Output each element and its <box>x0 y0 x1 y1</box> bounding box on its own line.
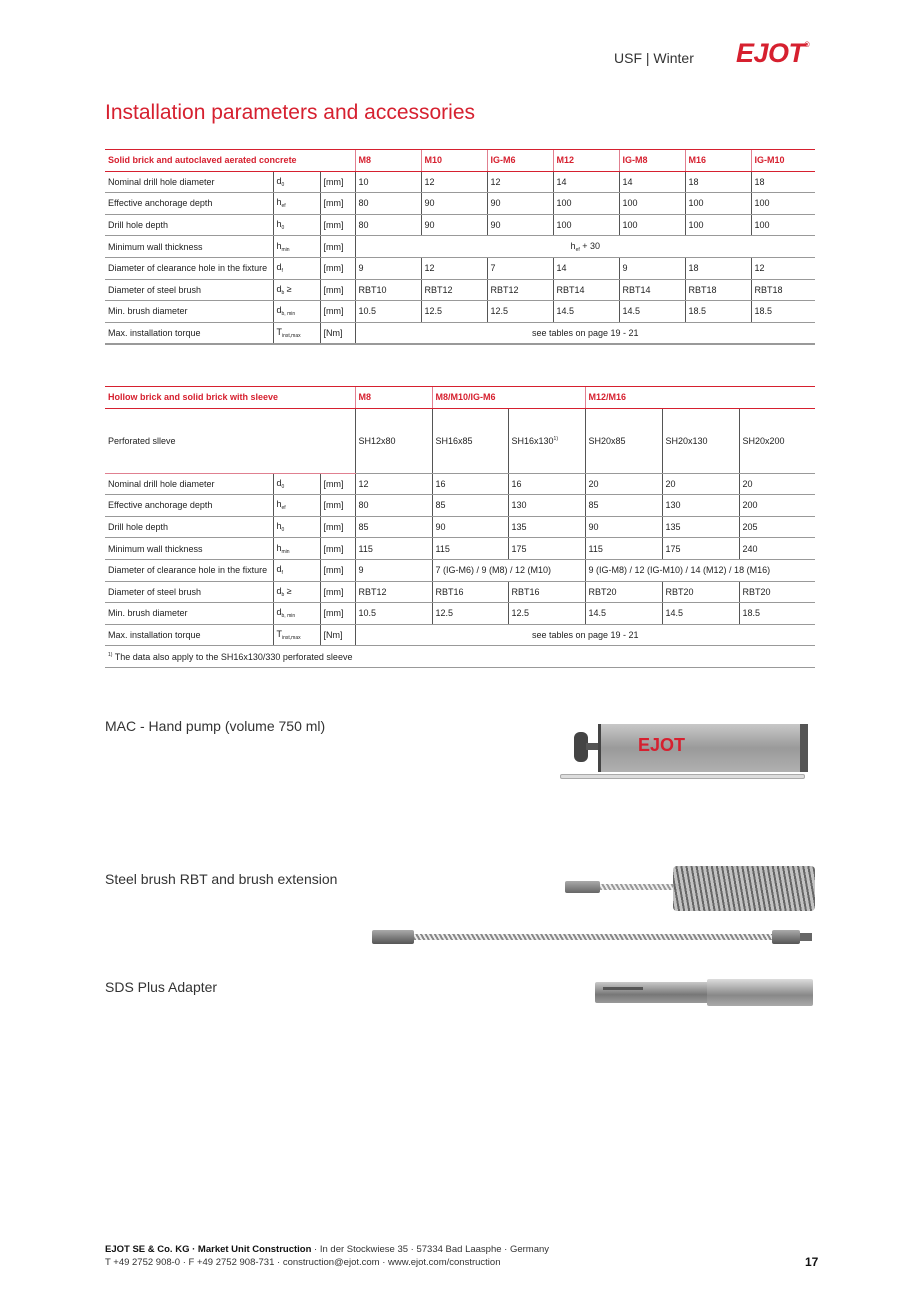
value-cell: RBT12 <box>487 279 553 301</box>
value-cell: 100 <box>553 214 619 236</box>
symbol-cell <box>273 236 320 258</box>
merged-value-cell: see tables on page 19 - 21 <box>355 624 815 646</box>
table-row <box>105 236 815 258</box>
row-label: Effective anchorage depth <box>105 495 273 517</box>
symbol-subscript: ef <box>281 203 286 210</box>
row-label: Max. installation torque <box>105 322 273 344</box>
value-cell: 12.5 <box>432 603 508 625</box>
value-cell: 20 <box>739 473 815 495</box>
symbol-subscript: 0 <box>281 527 285 534</box>
accessory-label-hand-pump: MAC - Hand pump (volume 750 ml) <box>105 718 326 734</box>
value-cell: 20 <box>662 473 739 495</box>
value-cell: 80 <box>355 495 432 517</box>
extension-tip <box>800 933 812 941</box>
unit-cell: [Nm] <box>320 322 355 344</box>
symbol-cell <box>273 193 320 215</box>
sds-slot <box>603 987 643 990</box>
value-cell: 100 <box>685 193 751 215</box>
symbol: h <box>276 240 282 251</box>
unit-cell: [mm] <box>320 603 355 625</box>
value-cell: 9 <box>619 257 685 279</box>
unit-cell: [mm] <box>320 214 355 236</box>
value-cell: 80 <box>355 193 421 215</box>
merged-rest: + 30 <box>579 240 601 251</box>
table-row <box>105 171 815 193</box>
unit-cell: [mm] <box>320 171 355 193</box>
page-number: 17 <box>805 1255 819 1269</box>
brush-end <box>565 881 600 893</box>
value-cell: 18.5 <box>751 301 815 323</box>
value-cell: 14.5 <box>553 301 619 323</box>
symbol-cell <box>273 279 320 301</box>
row-label: Min. brush diameter <box>105 603 273 625</box>
sleeve-name: SH20x130 <box>665 435 708 446</box>
row-label: Drill hole depth <box>105 214 273 236</box>
symbol-subscript: 0 <box>281 225 285 232</box>
symbol: d <box>276 175 282 186</box>
symbol-subscript: f <box>281 570 283 577</box>
value-cell: 7 (IG-M6) / 9 (M8) / 12 (M10) <box>432 559 585 581</box>
value-cell: 80 <box>355 214 421 236</box>
value-cell: 14.5 <box>662 603 739 625</box>
value-cell: 90 <box>432 516 508 538</box>
symbol: d <box>276 607 282 618</box>
unit-cell: [mm] <box>320 516 355 538</box>
symbol: d <box>276 305 282 316</box>
value-cell: 100 <box>619 214 685 236</box>
value-cell: 14 <box>553 257 619 279</box>
symbol-subscript: b, min <box>281 311 296 318</box>
value-cell: 100 <box>619 193 685 215</box>
unit-cell: [mm] <box>320 538 355 560</box>
column-header: IG-M8 <box>619 150 685 172</box>
value-cell: 14.5 <box>619 301 685 323</box>
solid-brick-table <box>105 149 815 345</box>
symbol-cell <box>273 516 320 538</box>
row-label: Max. installation torque <box>105 624 273 646</box>
symbol-cell <box>273 538 320 560</box>
symbol-subscript: ef <box>281 505 286 512</box>
footnote-row <box>105 646 815 668</box>
value-cell: 20 <box>585 473 662 495</box>
value-cell: RBT16 <box>508 581 585 603</box>
extension-end-left <box>372 930 414 944</box>
registered-mark: ® <box>804 42 810 49</box>
unit-cell: [mm] <box>320 236 355 258</box>
value-cell: 9 (IG-M8) / 12 (IG-M10) / 14 (M12) / 18 (M16) <box>585 559 815 581</box>
value-cell: RBT12 <box>355 581 432 603</box>
row-label: Diameter of clearance hole in the fixture <box>105 559 273 581</box>
pump-tube <box>560 774 805 779</box>
sds-body <box>707 979 813 1006</box>
symbol-cell <box>273 559 320 581</box>
symbol-cell <box>273 171 320 193</box>
table-row <box>105 538 815 560</box>
merged-value-cell <box>355 236 815 258</box>
value-cell: 14 <box>619 171 685 193</box>
row-label: Diameter of steel brush <box>105 279 273 301</box>
symbol: d <box>276 477 282 488</box>
value-cell: 130 <box>662 495 739 517</box>
value-cell: 205 <box>739 516 815 538</box>
symbol: h <box>276 219 282 230</box>
symbol-subscript: 0 <box>281 181 285 188</box>
sleeve-cell <box>739 408 815 473</box>
symbol-subscript: f <box>281 268 283 275</box>
unit-cell: [mm] <box>320 559 355 581</box>
footnote-text: The data also apply to the SH16x130/330 perforated sleeve <box>112 651 353 662</box>
merged-value-cell: see tables on page 19 - 21 <box>355 322 815 344</box>
table-row <box>105 214 815 236</box>
symbol-cell <box>273 301 320 323</box>
steel-brush-image <box>565 866 815 911</box>
symbol: T <box>276 629 282 640</box>
table-row <box>105 473 815 495</box>
sleeve-cell <box>432 408 508 473</box>
value-cell: RBT20 <box>662 581 739 603</box>
value-cell: 18 <box>685 257 751 279</box>
value-cell: 85 <box>355 516 432 538</box>
table-title: Hollow brick and solid brick with sleeve <box>105 387 355 409</box>
footer-company: EJOT SE & Co. KG <box>105 1244 190 1255</box>
value-cell: 90 <box>421 214 487 236</box>
value-cell: 9 <box>355 257 421 279</box>
footnote <box>105 646 815 668</box>
sleeve-name: SH20x85 <box>588 435 626 446</box>
symbol: d <box>276 262 282 273</box>
value-cell: RBT18 <box>751 279 815 301</box>
logo-text: EJOT <box>736 38 805 68</box>
sleeve-name: SH16x130 <box>511 435 554 446</box>
value-cell: 12 <box>421 257 487 279</box>
sleeve-name: SH12x80 <box>358 435 396 446</box>
value-cell: 130 <box>508 495 585 517</box>
symbol-cell <box>273 581 320 603</box>
brush-extension-image <box>372 929 812 945</box>
sds-adapter-image <box>595 979 813 1006</box>
value-cell: 10 <box>355 171 421 193</box>
value-cell: 12 <box>421 171 487 193</box>
value-cell: 90 <box>487 214 553 236</box>
value-cell: 90 <box>487 193 553 215</box>
value-cell: 175 <box>508 538 585 560</box>
table-title: Solid brick and autoclaved aerated concrete <box>105 150 355 172</box>
column-header: M12 <box>553 150 619 172</box>
value-cell: 18.5 <box>739 603 815 625</box>
symbol-cell <box>273 603 320 625</box>
sleeve-cell <box>355 408 432 473</box>
unit-cell: [mm] <box>320 279 355 301</box>
value-cell: 18 <box>751 171 815 193</box>
footnote-marker: 1) <box>108 651 113 658</box>
symbol: h <box>276 521 282 532</box>
table-row <box>105 257 815 279</box>
symbol-cell <box>273 473 320 495</box>
row-label: Perforated slleve <box>105 408 355 473</box>
unit-cell: [mm] <box>320 257 355 279</box>
value-cell: RBT20 <box>739 581 815 603</box>
merged-subscript: ef <box>575 246 580 253</box>
value-cell: 90 <box>585 516 662 538</box>
value-cell: 115 <box>585 538 662 560</box>
column-group-header: M8 <box>355 387 432 409</box>
value-cell: 18 <box>685 171 751 193</box>
footer-address: · In der Stockwiese 35 · 57334 Bad Laasphe · Germany <box>311 1244 550 1255</box>
hollow-brick-table <box>105 386 815 668</box>
column-header: M10 <box>421 150 487 172</box>
footer-unit: Market Unit Construction <box>197 1244 312 1255</box>
unit-cell: [Nm] <box>320 624 355 646</box>
table-row <box>105 193 815 215</box>
sleeve-name: SH20x200 <box>742 435 785 446</box>
value-cell: 18.5 <box>685 301 751 323</box>
row-label: Diameter of steel brush <box>105 581 273 603</box>
symbol-subscript: b, min <box>281 613 296 620</box>
value-cell: RBT14 <box>619 279 685 301</box>
value-cell: 115 <box>355 538 432 560</box>
symbol-subscript: b <box>281 591 285 598</box>
header-section-label: USF | Winter <box>614 50 694 66</box>
row-label: Minimum wall thickness <box>105 538 273 560</box>
unit-cell: [mm] <box>320 495 355 517</box>
column-header: M8 <box>355 150 421 172</box>
value-cell: 175 <box>662 538 739 560</box>
value-cell: 100 <box>685 214 751 236</box>
row-label: Nominal drill hole diameter <box>105 171 273 193</box>
value-cell: 90 <box>421 193 487 215</box>
symbol-suffix: ≥ <box>284 283 292 294</box>
symbol-subscript: inst,max <box>282 635 301 642</box>
value-cell: 115 <box>432 538 508 560</box>
accessory-label-steel-brush: Steel brush RBT and brush extension <box>105 871 338 887</box>
symbol-subscript: 0 <box>281 483 285 490</box>
table-row <box>105 559 815 581</box>
table-row <box>105 322 815 344</box>
value-cell: 135 <box>662 516 739 538</box>
pump-body <box>598 724 808 772</box>
value-cell: 100 <box>751 214 815 236</box>
symbol-cell <box>273 495 320 517</box>
page-footer <box>105 1243 549 1269</box>
value-cell: 16 <box>508 473 585 495</box>
table-row <box>105 495 815 517</box>
symbol: d <box>276 564 282 575</box>
unit-cell: [mm] <box>320 301 355 323</box>
value-cell: 135 <box>508 516 585 538</box>
sleeve-cell <box>508 408 585 473</box>
column-group-header: M8/M10/IG-M6 <box>432 387 585 409</box>
sds-shank <box>595 982 710 1003</box>
accessory-label-sds-adapter: SDS Plus Adapter <box>105 979 218 995</box>
value-cell: 7 <box>487 257 553 279</box>
value-cell: RBT18 <box>685 279 751 301</box>
row-label: Effective anchorage depth <box>105 193 273 215</box>
value-cell: 9 <box>355 559 432 581</box>
symbol-cell <box>273 214 320 236</box>
symbol: T <box>276 326 282 337</box>
value-cell: 12.5 <box>508 603 585 625</box>
value-cell: 85 <box>432 495 508 517</box>
symbol: h <box>276 542 282 553</box>
symbol: h <box>276 499 282 510</box>
symbol-subscript: min <box>281 548 290 555</box>
row-label: Min. brush diameter <box>105 301 273 323</box>
value-cell: RBT14 <box>553 279 619 301</box>
value-cell: 10.5 <box>355 301 421 323</box>
row-label: Diameter of clearance hole in the fixture <box>105 257 273 279</box>
value-cell: 100 <box>751 193 815 215</box>
column-header: IG-M10 <box>751 150 815 172</box>
symbol: h <box>276 197 282 208</box>
column-group-header: M12/M16 <box>585 387 815 409</box>
symbol-subscript: inst,max <box>282 332 301 339</box>
column-header: M16 <box>685 150 751 172</box>
value-cell: 10.5 <box>355 603 432 625</box>
brush-wire <box>600 884 680 890</box>
value-cell: RBT12 <box>421 279 487 301</box>
table-row <box>105 581 815 603</box>
column-header: IG-M6 <box>487 150 553 172</box>
symbol: d <box>276 283 282 294</box>
value-cell: 12.5 <box>421 301 487 323</box>
table-row <box>105 301 815 323</box>
sleeve-row <box>105 408 815 473</box>
symbol-suffix: ≥ <box>284 585 292 596</box>
value-cell: 16 <box>432 473 508 495</box>
table-header-row <box>105 150 815 172</box>
symbol-cell <box>273 322 320 344</box>
row-label: Nominal drill hole diameter <box>105 473 273 495</box>
sleeve-cell <box>585 408 662 473</box>
pump-brand-text: EJOT <box>638 735 686 755</box>
symbol-subscript: min <box>281 246 290 253</box>
value-cell: RBT20 <box>585 581 662 603</box>
hand-pump-image <box>560 722 815 787</box>
value-cell: 240 <box>739 538 815 560</box>
extension-end-right <box>772 930 800 944</box>
table-row <box>105 624 815 646</box>
value-cell: 200 <box>739 495 815 517</box>
unit-cell: [mm] <box>320 473 355 495</box>
footer-contact: T +49 2752 908-0 · F +49 2752 908-731 · construction@ejot.com · www.ejot.com/construction <box>105 1257 501 1268</box>
row-label: Drill hole depth <box>105 516 273 538</box>
symbol-subscript: b <box>281 289 285 296</box>
value-cell: 12 <box>487 171 553 193</box>
page-title: Installation parameters and accessories <box>105 101 476 124</box>
unit-cell: [mm] <box>320 193 355 215</box>
merged-symbol: h <box>570 240 576 251</box>
value-cell: 14.5 <box>585 603 662 625</box>
value-cell: RBT16 <box>432 581 508 603</box>
symbol-cell <box>273 624 320 646</box>
table-row <box>105 603 815 625</box>
sleeve-cell <box>662 408 739 473</box>
value-cell: 100 <box>553 193 619 215</box>
value-cell: 12.5 <box>487 301 553 323</box>
table-row <box>105 516 815 538</box>
brush-bristles <box>673 866 815 911</box>
value-cell: 12 <box>751 257 815 279</box>
table-header-row <box>105 387 815 409</box>
symbol: d <box>276 585 282 596</box>
sleeve-name: SH16x85 <box>435 435 473 446</box>
table-row <box>105 279 815 301</box>
footnote-marker: 1) <box>553 435 558 442</box>
value-cell: 14 <box>553 171 619 193</box>
ejot-logo <box>736 38 809 69</box>
footer-line-1 <box>105 1243 549 1256</box>
footer-separator: · <box>189 1244 198 1255</box>
row-label: Minimum wall thickness <box>105 236 273 258</box>
value-cell: 85 <box>585 495 662 517</box>
extension-wire <box>414 934 774 940</box>
symbol-cell <box>273 257 320 279</box>
unit-cell: [mm] <box>320 581 355 603</box>
value-cell: 12 <box>355 473 432 495</box>
value-cell: RBT10 <box>355 279 421 301</box>
